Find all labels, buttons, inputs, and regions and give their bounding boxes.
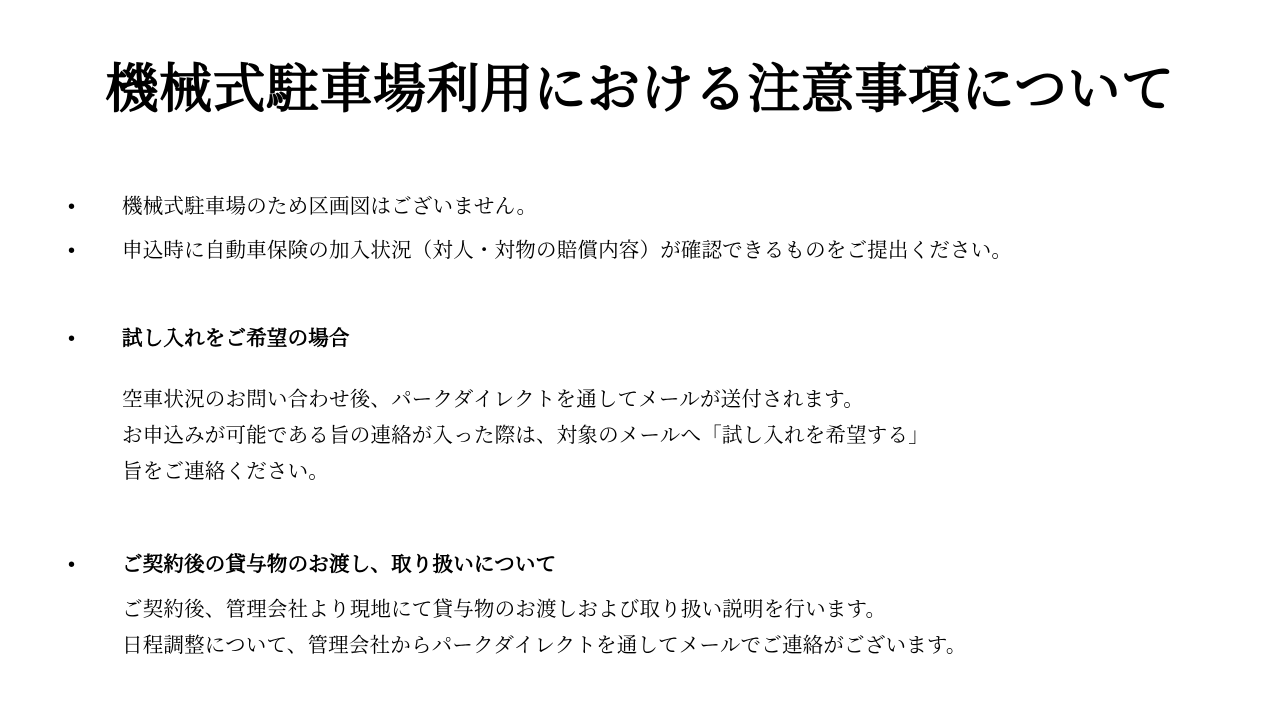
bullet-icon: • <box>68 328 76 350</box>
paragraph-line: 空車状況のお問い合わせ後、パークダイレクトを通してメールが送付されます。 <box>122 388 864 411</box>
list-item-label: 申込時に自動車保険の加入状況（対人・対物の賠償内容）が確認できるものをご提出ください。 <box>122 239 1013 262</box>
paragraph-line: 日程調整について、管理会社からパークダイレクトを通してメールでご連絡がございます。 <box>122 634 967 657</box>
bullet-icon: • <box>68 240 76 262</box>
list-item <box>64 190 1224 224</box>
bullet-icon: • <box>68 554 76 576</box>
spacer <box>64 366 1224 382</box>
page-title: 機械式駐車場利用における注意事項について <box>105 60 1175 119</box>
list-item-label: 機械式駐車場のため区画図はございません。 <box>122 195 538 218</box>
spacer <box>64 278 1224 322</box>
list-item <box>64 234 1224 268</box>
bullet-icon: • <box>68 196 76 218</box>
spacer <box>64 490 1224 548</box>
section-heading-label: ご契約後の貸与物のお渡し、取り扱いについて <box>122 553 557 576</box>
slide-body <box>64 190 1224 664</box>
paragraph-line: 旨をご連絡ください。 <box>122 460 329 483</box>
paragraph-line: ご契約後、管理会社より現地にて貸与物のお渡しおよび取り扱い説明を行います。 <box>122 598 887 621</box>
paragraph-line: お申込みが可能である旨の連絡が入った際は、対象のメールへ「試し入れを希望する」 <box>122 424 929 447</box>
list-item-heading <box>64 322 1224 356</box>
list-item-heading <box>64 548 1224 582</box>
section-heading-label: 試し入れをご希望の場合 <box>122 327 350 350</box>
